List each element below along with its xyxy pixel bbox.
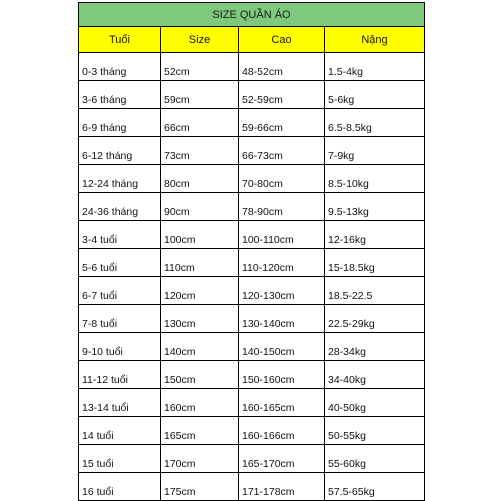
cell-weight: 5-6kg <box>325 81 425 109</box>
cell-size: 73cm <box>161 137 239 165</box>
cell-height: 52-59cm <box>239 81 325 109</box>
table-row <box>79 473 425 501</box>
table-title-row <box>79 3 425 27</box>
cell-height: 171-178cm <box>239 473 325 501</box>
cell-weight: 57.5-65kg <box>325 473 425 501</box>
cell-age: 14 tuổi <box>79 417 161 445</box>
cell-size: 66cm <box>161 109 239 137</box>
cell-weight: 6.5-8.5kg <box>325 109 425 137</box>
cell-weight: 50-55kg <box>325 417 425 445</box>
cell-weight: 7-9kg <box>325 137 425 165</box>
cell-age: 15 tuổi <box>79 445 161 473</box>
cell-age: 3-4 tuổi <box>79 221 161 249</box>
cell-size: 140cm <box>161 333 239 361</box>
cell-weight: 1.5-4kg <box>325 53 425 81</box>
cell-height: 165-170cm <box>239 445 325 473</box>
cell-height: 100-110cm <box>239 221 325 249</box>
header-weight: Nặng <box>325 27 425 53</box>
cell-size: 165cm <box>161 417 239 445</box>
cell-weight: 55-60kg <box>325 445 425 473</box>
cell-weight: 28-34kg <box>325 333 425 361</box>
cell-size: 150cm <box>161 361 239 389</box>
cell-age: 24-36 tháng <box>79 193 161 221</box>
cell-size: 80cm <box>161 165 239 193</box>
table-row <box>79 361 425 389</box>
cell-weight: 34-40kg <box>325 361 425 389</box>
cell-weight: 12-16kg <box>325 221 425 249</box>
cell-weight: 15-18.5kg <box>325 249 425 277</box>
cell-size: 170cm <box>161 445 239 473</box>
cell-height: 110-120cm <box>239 249 325 277</box>
cell-size: 120cm <box>161 277 239 305</box>
size-chart-table <box>78 2 425 501</box>
cell-size: 160cm <box>161 389 239 417</box>
cell-age: 11-12 tuổi <box>79 361 161 389</box>
table-row <box>79 417 425 445</box>
cell-size: 100cm <box>161 221 239 249</box>
table-row <box>79 109 425 137</box>
header-size: Size <box>161 27 239 53</box>
cell-age: 9-10 tuổi <box>79 333 161 361</box>
table-row <box>79 53 425 81</box>
cell-height: 120-130cm <box>239 277 325 305</box>
table-row <box>79 389 425 417</box>
cell-height: 48-52cm <box>239 53 325 81</box>
cell-age: 3-6 tháng <box>79 81 161 109</box>
cell-size: 52cm <box>161 53 239 81</box>
cell-height: 70-80cm <box>239 165 325 193</box>
table-row <box>79 221 425 249</box>
cell-age: 12-24 tháng <box>79 165 161 193</box>
table-row <box>79 165 425 193</box>
cell-weight: 22.5-29kg <box>325 305 425 333</box>
cell-age: 13-14 tuổi <box>79 389 161 417</box>
cell-age: 5-6 tuổi <box>79 249 161 277</box>
cell-size: 175cm <box>161 473 239 501</box>
cell-age: 0-3 tháng <box>79 53 161 81</box>
cell-height: 160-166cm <box>239 417 325 445</box>
header-height: Cao <box>239 27 325 53</box>
cell-size: 110cm <box>161 249 239 277</box>
table-row <box>79 445 425 473</box>
cell-weight: 8.5-10kg <box>325 165 425 193</box>
cell-height: 160-165cm <box>239 389 325 417</box>
table-row <box>79 277 425 305</box>
table-body <box>79 53 425 501</box>
table-row <box>79 81 425 109</box>
table-row <box>79 137 425 165</box>
cell-age: 6-9 tháng <box>79 109 161 137</box>
cell-size: 59cm <box>161 81 239 109</box>
table-header-row <box>79 27 425 53</box>
cell-height: 78-90cm <box>239 193 325 221</box>
cell-age: 7-8 tuổi <box>79 305 161 333</box>
cell-weight: 18.5-22.5 <box>325 277 425 305</box>
cell-size: 130cm <box>161 305 239 333</box>
table-row <box>79 305 425 333</box>
cell-height: 130-140cm <box>239 305 325 333</box>
cell-height: 59-66cm <box>239 109 325 137</box>
cell-height: 150-160cm <box>239 361 325 389</box>
table-row <box>79 333 425 361</box>
cell-size: 90cm <box>161 193 239 221</box>
cell-height: 140-150cm <box>239 333 325 361</box>
table-row <box>79 193 425 221</box>
cell-height: 66-73cm <box>239 137 325 165</box>
header-age: Tuổi <box>79 27 161 53</box>
table-title: SIZE QUẦN ÁO <box>79 3 425 27</box>
cell-weight: 40-50kg <box>325 389 425 417</box>
size-chart-sheet <box>78 2 424 498</box>
table-row <box>79 249 425 277</box>
cell-weight: 9.5-13kg <box>325 193 425 221</box>
cell-age: 6-7 tuổi <box>79 277 161 305</box>
cell-age: 6-12 tháng <box>79 137 161 165</box>
cell-age: 16 tuổi <box>79 473 161 501</box>
